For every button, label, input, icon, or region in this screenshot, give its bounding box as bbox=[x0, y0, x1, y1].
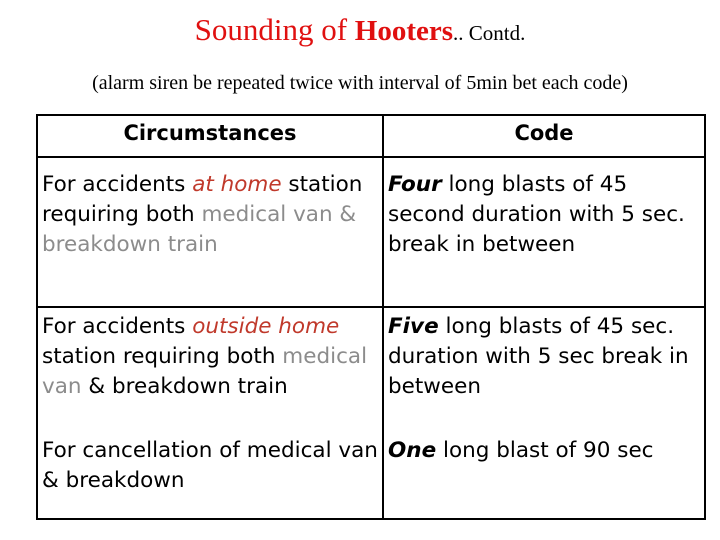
code-emphasis: Four bbox=[388, 172, 442, 197]
table-row bbox=[37, 432, 705, 519]
table-header-row bbox=[37, 115, 705, 157]
code-cell bbox=[383, 307, 705, 432]
text-segment: station requiring both bbox=[42, 172, 363, 227]
circumstance-cell bbox=[37, 432, 383, 519]
highlight-text: outside home bbox=[192, 314, 340, 339]
header-circumstances: Circumstances bbox=[37, 115, 383, 157]
muted-text: & breakdown train bbox=[42, 202, 357, 257]
title-part-2: Hooters bbox=[354, 15, 454, 47]
text-segment: For accidents bbox=[42, 172, 193, 197]
circumstance-cell bbox=[37, 157, 383, 307]
text-segment: For cancellation of medical van & breakdown bbox=[42, 438, 378, 493]
muted-text: medical van bbox=[42, 344, 368, 399]
code-text: long blast of 90 sec bbox=[436, 438, 654, 463]
muted-text: medical van bbox=[201, 202, 333, 227]
title-part-3: .. Contd. bbox=[453, 21, 526, 45]
hooter-codes-table bbox=[36, 114, 706, 520]
page-title bbox=[0, 12, 720, 48]
subtitle: (alarm siren be repeated twice with interval of 5min bet each code) bbox=[92, 72, 628, 94]
code-cell bbox=[383, 432, 705, 519]
code-emphasis: Five bbox=[388, 314, 439, 339]
table-row bbox=[37, 307, 705, 432]
code-emphasis: One bbox=[388, 438, 437, 463]
text-segment: station requiring both bbox=[42, 344, 283, 369]
table-row bbox=[37, 157, 705, 307]
highlight-text: at home bbox=[192, 172, 282, 197]
text-segment: For accidents bbox=[42, 314, 193, 339]
title-part-1: Sounding of bbox=[194, 12, 355, 47]
code-cell bbox=[383, 157, 705, 307]
code-text: long blasts of 45 second duration with 5 sec. break in between bbox=[388, 172, 685, 257]
code-text: long blasts of 45 sec. duration with 5 sec break in between bbox=[388, 314, 689, 399]
header-code: Code bbox=[383, 115, 705, 157]
circumstance-cell bbox=[37, 307, 383, 432]
text-segment: & breakdown train bbox=[81, 374, 288, 399]
